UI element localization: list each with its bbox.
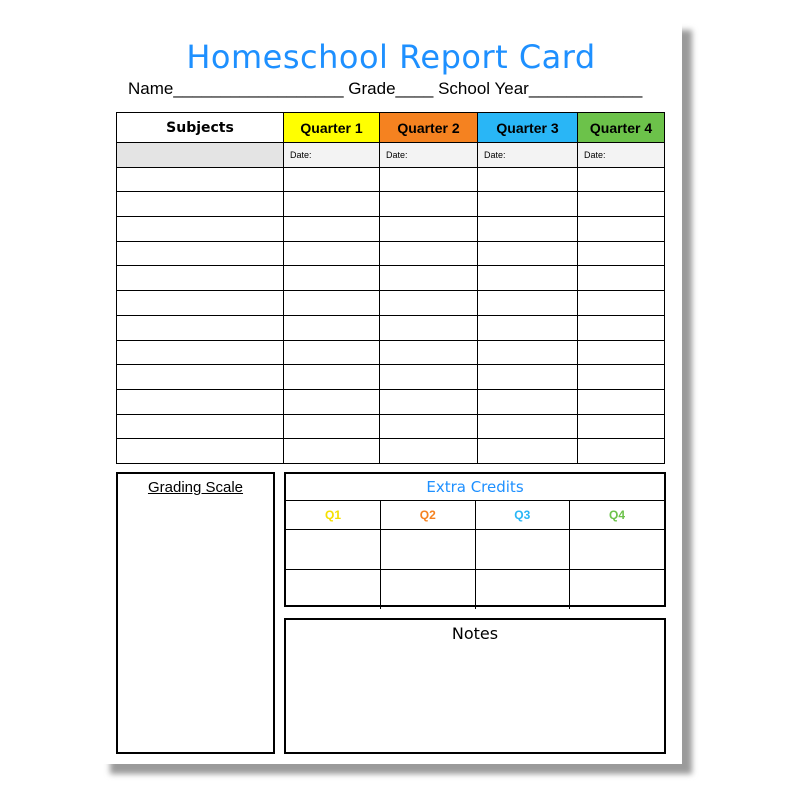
quarter-2-cell[interactable] [380, 414, 478, 439]
quarter-1-cell[interactable] [284, 365, 380, 390]
quarter-1-cell[interactable] [284, 439, 380, 464]
quarter-2-cell[interactable] [380, 241, 478, 266]
quarter-4-cell[interactable] [578, 241, 665, 266]
quarter-1-cell[interactable] [284, 217, 380, 242]
subject-row [117, 266, 665, 291]
subject-row [117, 315, 665, 340]
subject-row [117, 389, 665, 414]
quarter-3-date[interactable]: Date: [478, 143, 578, 168]
quarter-2-date[interactable]: Date: [380, 143, 478, 168]
name-label: Name [128, 79, 174, 98]
quarter-2-cell[interactable] [380, 291, 478, 316]
quarter-4-cell[interactable] [578, 192, 665, 217]
quarter-4-cell[interactable] [578, 439, 665, 464]
page-title: Homeschool Report Card [186, 38, 596, 76]
quarter-4-date[interactable]: Date: [578, 143, 665, 168]
extra-cell[interactable] [381, 530, 476, 570]
quarter-4-cell[interactable] [578, 365, 665, 390]
subject-cell[interactable] [117, 340, 284, 365]
quarter-3-header: Quarter 3 [478, 113, 578, 143]
subject-cell[interactable] [117, 315, 284, 340]
subject-cell[interactable] [117, 365, 284, 390]
quarter-4-cell[interactable] [578, 340, 665, 365]
quarter-2-cell[interactable] [380, 217, 478, 242]
extra-cell[interactable] [381, 570, 476, 610]
subject-cell[interactable] [117, 217, 284, 242]
subject-row [117, 365, 665, 390]
notes-title: Notes [451, 624, 499, 643]
quarter-4-cell[interactable] [578, 291, 665, 316]
school-year-label: School Year [438, 79, 529, 98]
quarter-4-cell[interactable] [578, 389, 665, 414]
extra-credits-title: Extra Credits [286, 474, 664, 501]
quarter-4-cell[interactable] [578, 217, 665, 242]
extra-cell[interactable] [475, 530, 570, 570]
notes-box[interactable] [284, 618, 666, 754]
quarter-3-cell[interactable] [478, 241, 578, 266]
quarter-3-cell[interactable] [478, 439, 578, 464]
subject-cell[interactable] [117, 291, 284, 316]
quarter-1-cell[interactable] [284, 266, 380, 291]
extra-q2-header: Q2 [381, 501, 476, 530]
extra-cell[interactable] [475, 570, 570, 610]
subject-row [117, 217, 665, 242]
extra-cell[interactable] [570, 530, 665, 570]
subject-row [117, 291, 665, 316]
quarter-4-cell[interactable] [578, 414, 665, 439]
subject-row [117, 340, 665, 365]
subject-row [117, 439, 665, 464]
quarter-3-cell[interactable] [478, 315, 578, 340]
subject-cell[interactable] [117, 266, 284, 291]
subject-row [117, 167, 665, 192]
extra-cell[interactable] [286, 530, 381, 570]
quarter-4-header: Quarter 4 [578, 113, 665, 143]
name-field[interactable]: __________________ [173, 79, 344, 98]
quarter-3-cell[interactable] [478, 217, 578, 242]
quarter-1-cell[interactable] [284, 291, 380, 316]
quarter-1-header: Quarter 1 [284, 113, 380, 143]
school-year-field[interactable]: ____________ [528, 79, 643, 98]
date-row-spacer [117, 143, 284, 168]
subject-row [117, 414, 665, 439]
quarter-4-cell[interactable] [578, 167, 665, 192]
quarter-2-header: Quarter 2 [380, 113, 478, 143]
subject-cell[interactable] [117, 389, 284, 414]
quarter-1-cell[interactable] [284, 192, 380, 217]
grade-field[interactable]: ____ [395, 79, 434, 98]
extra-q3-header: Q3 [475, 501, 570, 530]
quarter-3-cell[interactable] [478, 365, 578, 390]
quarter-4-cell[interactable] [578, 315, 665, 340]
subject-cell[interactable] [117, 192, 284, 217]
quarter-3-cell[interactable] [478, 291, 578, 316]
quarter-1-cell[interactable] [284, 241, 380, 266]
quarter-2-cell[interactable] [380, 389, 478, 414]
quarter-2-cell[interactable] [380, 266, 478, 291]
student-info-line [128, 79, 658, 99]
quarter-3-cell[interactable] [478, 414, 578, 439]
subject-cell[interactable] [117, 414, 284, 439]
quarter-3-cell[interactable] [478, 340, 578, 365]
quarter-1-cell[interactable] [284, 414, 380, 439]
quarter-3-cell[interactable] [478, 167, 578, 192]
quarter-2-cell[interactable] [380, 365, 478, 390]
subject-row [117, 241, 665, 266]
subject-row [117, 192, 665, 217]
subject-cell[interactable] [117, 439, 284, 464]
quarter-2-cell[interactable] [380, 315, 478, 340]
extra-cell[interactable] [286, 570, 381, 610]
quarter-1-cell[interactable] [284, 389, 380, 414]
grade-label: Grade [348, 79, 396, 98]
quarter-3-cell[interactable] [478, 389, 578, 414]
grades-table [116, 112, 665, 464]
quarter-4-cell[interactable] [578, 266, 665, 291]
quarter-2-cell[interactable] [380, 167, 478, 192]
quarter-1-cell[interactable] [284, 167, 380, 192]
extra-q1-header: Q1 [286, 501, 381, 530]
subjects-header: Subjects [117, 113, 284, 143]
extra-credits-header-row [286, 501, 664, 530]
extra-credits-row [286, 530, 664, 570]
grading-scale-box [116, 472, 275, 754]
quarter-2-cell[interactable] [380, 192, 478, 217]
report-card-sheet [100, 20, 682, 764]
quarter-3-cell[interactable] [478, 192, 578, 217]
date-row [117, 143, 665, 168]
subject-cell[interactable] [117, 241, 284, 266]
quarter-1-cell[interactable] [284, 340, 380, 365]
quarter-1-date[interactable]: Date: [284, 143, 380, 168]
quarter-3-cell[interactable] [478, 266, 578, 291]
extra-credits-box [284, 472, 666, 607]
quarter-1-cell[interactable] [284, 315, 380, 340]
subject-cell[interactable] [117, 167, 284, 192]
quarter-2-cell[interactable] [380, 439, 478, 464]
extra-credits-row [286, 570, 664, 610]
quarter-2-cell[interactable] [380, 340, 478, 365]
grading-scale-title: Grading Scale [147, 479, 244, 496]
extra-q4-header: Q4 [570, 501, 665, 530]
extra-credits-table [286, 501, 664, 609]
extra-cell[interactable] [570, 570, 665, 610]
grades-header-row [117, 113, 665, 143]
